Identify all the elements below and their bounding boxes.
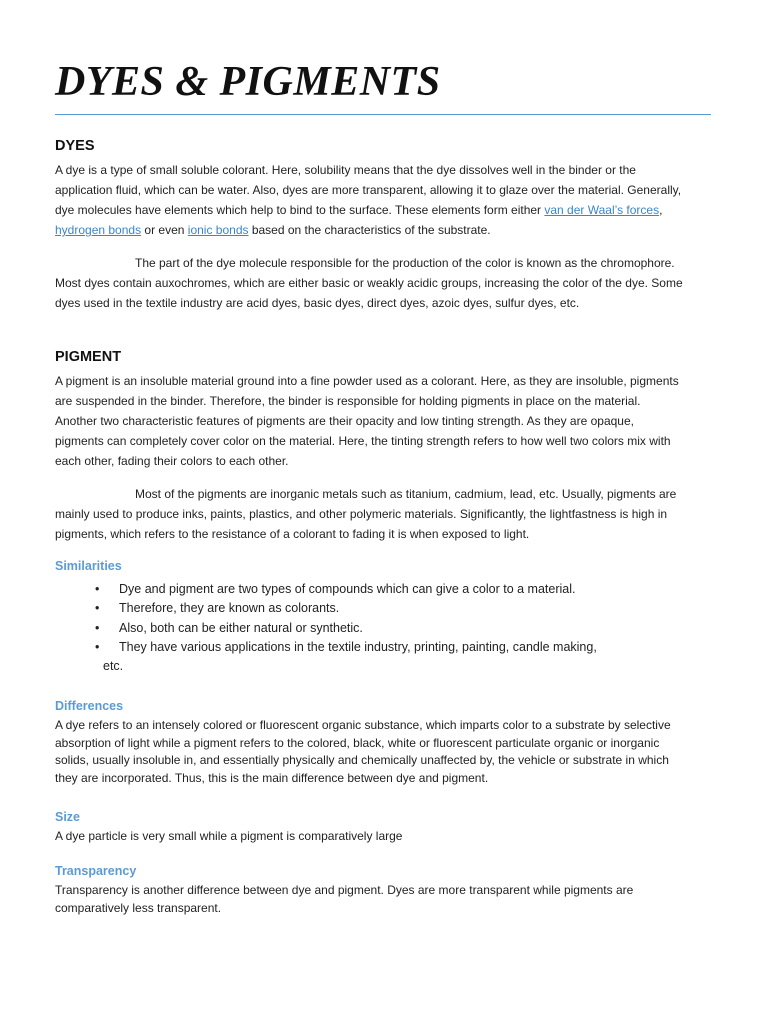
similarity-text-continued: etc. [103,659,124,674]
dyes-p1-text-a: A dye is a type of small soluble colorant. Here, solubility means that the dye dissolves well in the binder or the application fluid, which can be water. Also, dyes are more transparent, allowing it to glaze over the material. Generally, dye molecules have elements which help to bind to the surface. These elements form either [55,163,682,217]
link-van-der-waals-forces[interactable]: van der Waal’s forces [544,203,660,217]
size-paragraph: A dye particle is very small while a pigment is comparatively large [55,829,403,843]
differences-paragraph: A dye refers to an intensely colored or fluorescent organic substance, which imparts color to a substrate by selective absorption of light while a pigment refers to the colored, black, white or fluorescent particulate organic or inorganic solids, usually insoluble in, and essentially physically and chemically unaffected by, the vehicle or substrate in which they are incorporated. Thus, this is the main difference between dye and pigment. [55,718,671,785]
bullet-icon: • [95,639,100,654]
size-heading: Size [55,810,81,824]
similarity-text: Dye and pigment are two types of compounds which can give a color to a material. [119,582,576,596]
pigment-heading: PIGMENT [55,349,122,365]
document-title: DYES & PIGMENTS [55,59,441,105]
similarity-text: Also, both can be either natural or synthetic. [119,620,363,635]
transparency-heading: Transparency [55,864,137,878]
bullet-icon: • [95,620,100,635]
dyes-paragraph-1 [55,160,685,240]
dyes-heading: DYES [55,138,95,154]
similarity-text: Therefore, they are known as colorants. [119,601,340,616]
similarity-text: They have various applications in the textile industry, printing, painting, candle making, [119,639,597,654]
bullet-icon: • [95,601,100,616]
differences-heading: Differences [55,699,124,713]
link-ionic-bonds[interactable]: ionic bonds [187,223,249,237]
title-divider [55,114,711,115]
dyes-p1-text-b: based on the characteristics of the substrate. [248,223,491,237]
list-item [95,619,685,638]
pigment-paragraph-1: A pigment is an insoluble material ground into a fine powder used as a colorant. Here, as they are insoluble, pigments are suspended in the binder. Therefore, the binder is responsible for holding pigments in place on the material. Another two characteristic features of pigments are their opacity and low tinting strength. As they are opaque, pigments can completely cover color on the material. Here, the tinting strength refers to how well two colors mix with each other, fading their colors to each other. [55,374,679,468]
bullet-icon: • [95,582,100,596]
dyes-paragraph-2: The part of the dye molecule responsible for the production of the color is known as the chromophore. Most dyes contain auxochromes, which are either basic or weakly acidic groups, increasing the color of the dye. Some dyes used in the textile industry are acid dyes, basic dyes, direct dyes, azoic dyes, sulfur dyes, etc. [55,256,683,310]
list-item [95,580,685,599]
similarities-list [95,580,685,676]
link-hydrogen-bonds[interactable]: hydrogen bonds [55,223,142,237]
similarities-heading: Similarities [55,559,122,573]
transparency-paragraph: Transparency is another difference between dye and pigment. Dyes are more transparent while pigments are comparatively less transparent. [55,883,634,915]
dyes-p1-sep-1: , [659,203,663,217]
list-item [95,638,685,677]
list-item [95,599,685,618]
pigment-paragraph-2: Most of the pigments are inorganic metals such as titanium, cadmium, lead, etc. Usually, pigments are mainly used to produce inks, paints, plastics, and other polymeric materials. Significantly, the lightfastness is high in pigments, which refers to the resistance of a colorant to fading it is when exposed to light. [55,487,677,541]
dyes-p1-sep-2: or even [141,223,188,237]
